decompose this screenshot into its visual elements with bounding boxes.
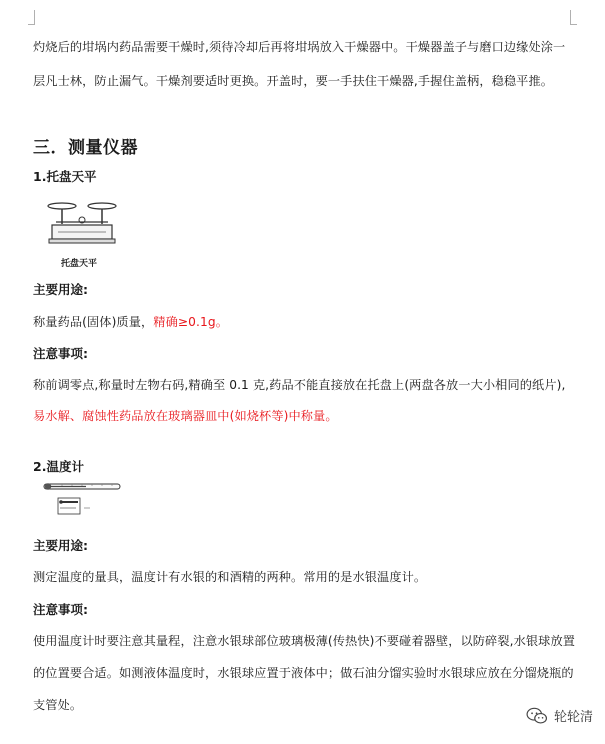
- thermometer-heading: 2.温度计: [33, 459, 84, 474]
- thermometer-notes-line-3: 支管处。: [33, 698, 83, 712]
- balance-notes-label: 注意事项:: [33, 346, 88, 361]
- balance-notes-line-2: 易水解、腐蚀性药品放在玻璃器皿中(如烧杯等)中称量。: [33, 409, 338, 423]
- thermometer-image: [42, 480, 124, 518]
- balance-use-label: 主要用途:: [33, 282, 88, 297]
- thermometer-notes-label: 注意事项:: [33, 602, 88, 617]
- thermometer-use-text: 测定温度的量具，温度计有水银的和酒精的两种。常用的是水银温度计。: [33, 570, 427, 584]
- intro-line-2: 层凡士林，防止漏气。干燥剂要适时更换。开盖时，要一手扶住干燥器,手握住盖柄，稳稳平推。: [33, 74, 554, 88]
- balance-use-text: 称量药品(固体)质量，: [33, 315, 154, 329]
- intro-line-1: 灼烧后的坩埚内药品需要干燥时,须待冷却后再将坩埚放入干燥器中。干燥器盖子与磨口边缘处涂一: [33, 40, 566, 54]
- watermark-text: 轮轮清: [553, 710, 593, 725]
- wechat-icon: [526, 707, 548, 725]
- watermark: [526, 706, 593, 725]
- balance-image-caption: 托盘天平: [61, 259, 98, 269]
- balance-use-precision: 精确≥0.1g。: [153, 315, 228, 329]
- section-title: 三．测量仪器: [33, 138, 138, 158]
- balance-image: [44, 194, 120, 248]
- balance-use-line: [33, 313, 228, 330]
- page-corner-mark-left: [28, 10, 35, 25]
- balance-notes-line-1: 称前调零点,称量时左物右码,精确至 0.1 克,药品不能直接放在托盘上(两盘各放一大小相同的纸片),: [33, 378, 566, 392]
- page-corner-mark-right: [570, 10, 577, 25]
- thermometer-notes-line-2: 的位置要合适。如测液体温度时，水银球应置于液体中；做石油分馏实验时水银球应放在分馏烧瓶的: [33, 666, 574, 680]
- balance-heading: 1.托盘天平: [33, 169, 97, 184]
- thermometer-notes-line-1: 使用温度计时要注意其量程，注意水银球部位玻璃极薄(传热快)不要碰着器壁，以防碎裂,水银球放置: [33, 634, 576, 648]
- thermometer-use-label: 主要用途:: [33, 538, 88, 553]
